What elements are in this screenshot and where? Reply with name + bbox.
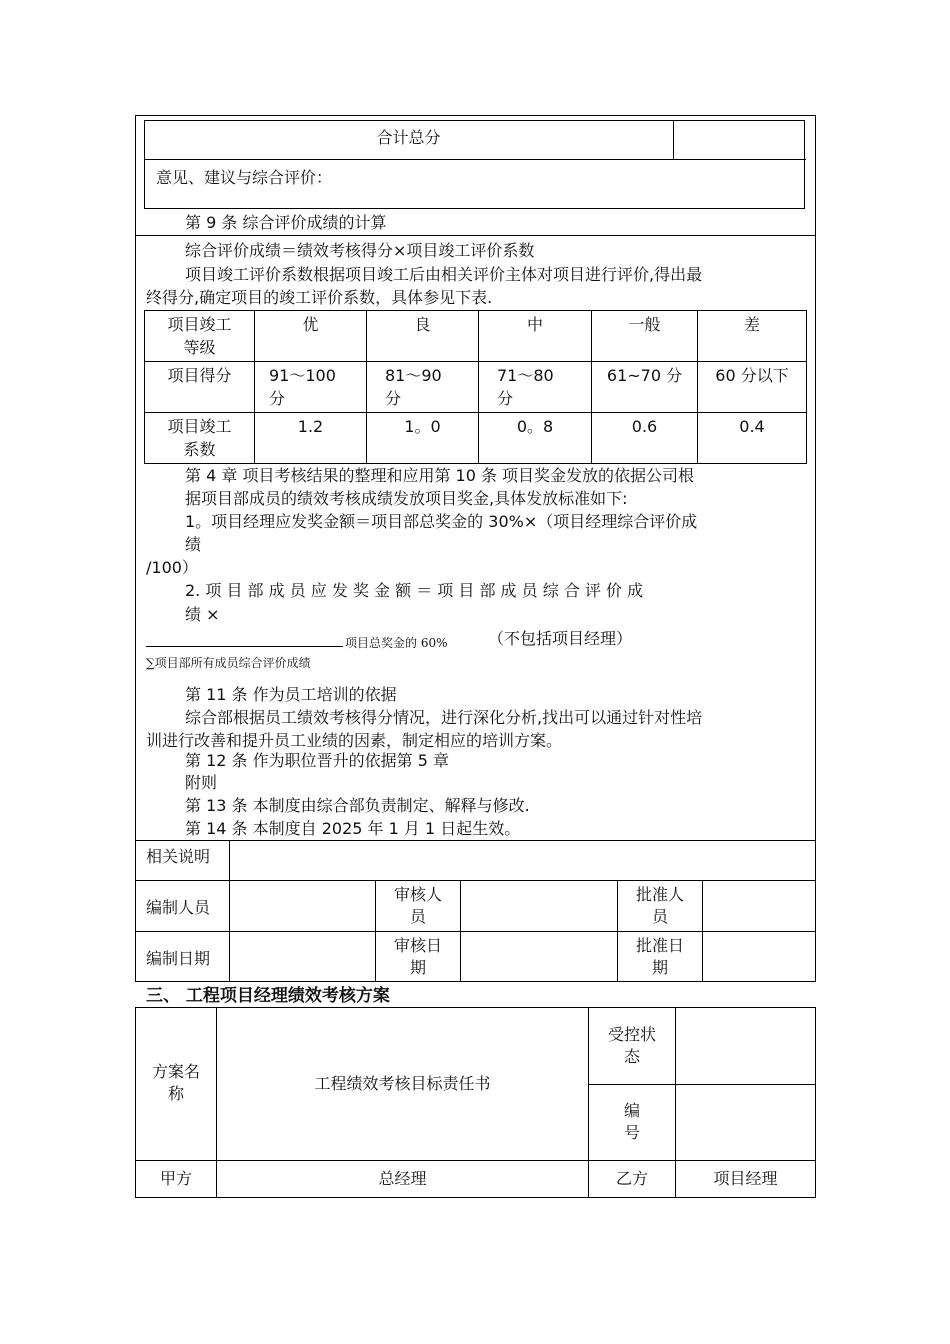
grade-header-poor: 差 <box>698 311 807 362</box>
section14-text: 第 14 条 本制度自 2025 年 1 月 1 日起生效。 <box>185 819 521 838</box>
appendix-heading: 附则 <box>185 773 218 792</box>
fraction-bar <box>146 646 343 647</box>
plan-name-value: 工程绩效考核目标责任书 <box>314 1074 491 1093</box>
section9-para-line1: 项目竣工评价系数根据项目竣工后由相关评价主体对项目进行评价,得出最 <box>185 265 703 284</box>
party-b-value: 项目经理 <box>713 1169 778 1188</box>
grade-coef-row <box>145 413 807 464</box>
footer-rule-2 <box>135 880 816 881</box>
author-label: 编制人员 <box>146 898 211 917</box>
score-poor: 60 分以下 <box>698 362 807 413</box>
bonus-item1-line1: 1。项目经理应发奖金额＝项目部总奖金的 30%×（项目经理综合评价成 <box>185 512 698 531</box>
reviewer-label: 审核人 员 <box>393 885 442 926</box>
section13-text: 第 13 条 本制度由综合部负责制定、解释与修改. <box>185 796 530 815</box>
section9-heading: 第 9 条 综合评价成绩的计算 <box>185 213 387 232</box>
grade-header-good: 良 <box>367 311 479 362</box>
coef-excellent: 1.2 <box>255 413 367 464</box>
score-row-label: 项目得分 <box>145 362 255 413</box>
score-medium: 71～80 分 <box>479 362 592 413</box>
grade-table <box>144 310 807 464</box>
section9-para-line2: 终得分,确定项目的竣工评价系数，具体参见下表. <box>146 288 493 307</box>
section11-heading: 第 11 条 作为员工培训的依据 <box>185 685 397 704</box>
footer-vline-1 <box>229 840 230 981</box>
fraction-note: （不包括项目经理） <box>488 629 633 648</box>
footer-vline-5 <box>702 880 703 981</box>
party-a-value: 总经理 <box>378 1169 427 1188</box>
coef-good: 1。0 <box>367 413 479 464</box>
score-excellent: 91～100 分 <box>255 362 367 413</box>
number-label: 编 号 <box>623 1101 640 1142</box>
plan-hline-2 <box>135 1160 816 1161</box>
date-label: 编制日期 <box>146 949 211 968</box>
grade-score-row <box>145 362 807 413</box>
frame-right <box>815 115 816 981</box>
footer-vline-3 <box>460 880 461 981</box>
score-fair: 61~70 分 <box>592 362 698 413</box>
party-a-label: 甲方 <box>159 1169 192 1188</box>
frame-left <box>135 115 136 981</box>
section11-para-line1: 综合部根据员工绩效考核得分情况，进行深化分析,找出可以通过针对性培 <box>185 708 703 727</box>
frame-top <box>135 115 816 116</box>
review-date-label: 审核日 期 <box>393 936 442 977</box>
total-score-vdivider <box>673 120 674 160</box>
fraction-numerator: 项目总奖金的 60% <box>345 636 448 650</box>
section3-title: 三、 工程项目经理绩效考核方案 <box>146 986 390 1006</box>
approver-label: 批准人 员 <box>635 885 684 926</box>
control-status-label: 受控状 态 <box>607 1025 656 1066</box>
footer-rule-4 <box>135 981 816 982</box>
grade-header-excellent: 优 <box>255 311 367 362</box>
plan-name-label: 方案名 称 <box>151 1062 200 1103</box>
coef-medium: 0。8 <box>479 413 592 464</box>
grade-header-row <box>145 311 807 362</box>
footer-rule-3 <box>135 931 816 932</box>
section9-rule <box>135 235 816 236</box>
coef-poor: 0.4 <box>698 413 807 464</box>
section12-heading: 第 12 条 作为职位晋升的依据第 5 章 <box>185 751 449 770</box>
footer-rule-1 <box>135 840 816 841</box>
section11-para-line2: 训进行改善和提升员工业绩的因素，制定相应的培训方案。 <box>146 731 563 750</box>
total-score-label: 合计总分 <box>376 128 441 147</box>
coef-row-label: 项目竣工 系数 <box>145 413 255 464</box>
bonus-item2-line2: 绩 × <box>185 605 220 624</box>
chapter4-line2: 据项目部成员的绩效考核成绩发放项目奖金,具体发放标准如下: <box>185 489 628 508</box>
score-good: 81～90 分 <box>367 362 479 413</box>
grade-header-fair: 一般 <box>592 311 698 362</box>
approve-date-label: 批准日 期 <box>635 936 684 977</box>
plan-hline-1 <box>588 1084 816 1085</box>
fraction-denominator: ∑项目部所有成员综合评价成绩 <box>146 656 311 670</box>
total-score-divider <box>144 159 806 160</box>
opinion-label: 意见、建议与综合评价： <box>156 168 333 187</box>
coef-fair: 0.6 <box>592 413 698 464</box>
grade-header-medium: 中 <box>479 311 592 362</box>
related-notes-label: 相关说明 <box>146 847 211 866</box>
bonus-item2-line1: 2. 项 目 部 成 员 应 发 奖 金 额 ＝ 项 目 部 成 员 综 合 评 价 成 <box>185 581 644 600</box>
section9-formula: 综合评价成绩＝绩效考核得分×项目竣工评价系数 <box>185 241 535 260</box>
chapter4-line1: 第 4 章 项目考核结果的整理和应用第 10 条 项目奖金发放的依据公司根 <box>185 466 695 485</box>
bonus-item1-line2: 绩 <box>185 535 202 554</box>
bonus-item1-line3: /100） <box>146 558 198 577</box>
party-b-label: 乙方 <box>615 1169 648 1188</box>
grade-header-label: 项目竣工 等级 <box>145 311 255 362</box>
